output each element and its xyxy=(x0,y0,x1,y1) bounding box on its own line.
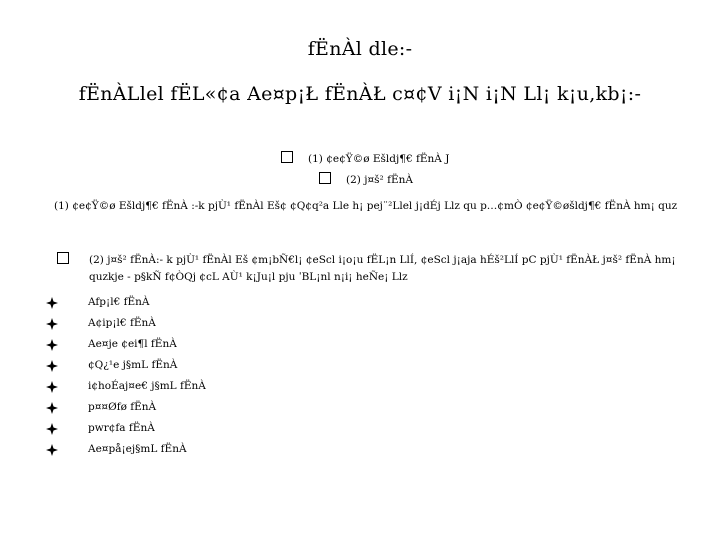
heading-line-1: fËnÀl dle:- xyxy=(307,38,413,60)
list-item xyxy=(46,355,206,376)
list-item-label: Ae¤på¡ej§mL fËnÀ xyxy=(88,443,187,455)
outline-box-1 xyxy=(281,151,293,163)
list-item-label: i¢hoÉaj¤e€ j§mL fËnÀ xyxy=(88,380,206,392)
list-item-label: ¢Q¿¹e j§mL fËnÀ xyxy=(88,359,178,371)
list-item xyxy=(46,313,206,334)
diamond-bullet-icon xyxy=(46,297,58,309)
diamond-bullet-icon xyxy=(46,444,58,456)
diamond-bullet-icon xyxy=(46,339,58,351)
list-item-label: p¤¤Øfø fËnÀ xyxy=(88,401,157,413)
list-item xyxy=(46,439,206,460)
diamond-bullet-icon xyxy=(46,318,58,330)
list-item xyxy=(46,292,206,313)
list-item xyxy=(46,334,206,355)
outline-item-1: (1) ¢e¢Ÿ©ø Ešldj¶€ fËnÀ J xyxy=(308,153,450,165)
list-item xyxy=(46,397,206,418)
definition-paragraph-1: (1) ¢e¢Ÿ©ø Ešldj¶€ fËnÀ :-k pjÙ¹ fËnÀl Eš¢ ¢Q¢q²a Lle h¡ pej¨²Llel j¡dÉj Llz qu p…¢mÒ ¢e¢Ÿ©øšldj¶€ fËnÀ hm¡ quz xyxy=(54,200,678,212)
list-item-label: A¢ip¡l€ fËnÀ xyxy=(88,317,156,329)
definition-paragraph-2: (2) j¤š² fËnÀ:- k pjÙ¹ fËnÀl Eš ¢m¡bÑ€l¡ ¢eScl i¡o¡u fËL¡n LlÍ, ¢eScl j¡aja hÉš²LlÍ pC pjÙ¹ fËnÀŁ j¤š² fËnÀ hm¡ quzkje - p§kÑ f¢ÒQj ¢cL AÙ¹ k¡Ju¡l pju ˈBL¡nl n¡i¡ heÑe¡ Llz xyxy=(89,254,676,283)
outline-box-2 xyxy=(319,172,331,184)
heading-line-2: fËnÀLlel fËL«¢a Ae¤p¡Ł fËnÀŁ c¤¢V i¡N i¡N Ll¡ k¡u,kb¡:- xyxy=(78,83,642,105)
question-type-list xyxy=(46,292,206,460)
list-item-label: Ae¤je ¢ei¶l fËnÀ xyxy=(88,338,177,350)
list-item-label: Afp¡l€ fËnÀ xyxy=(88,296,150,308)
definition-box-2 xyxy=(57,252,69,264)
diamond-bullet-icon xyxy=(46,381,58,393)
list-item xyxy=(46,376,206,397)
list-item-label: pwr¢fa fËnÀ xyxy=(88,422,155,434)
diamond-bullet-icon xyxy=(46,360,58,372)
diamond-bullet-icon xyxy=(46,402,58,414)
diamond-bullet-icon xyxy=(46,423,58,435)
list-item xyxy=(46,418,206,439)
outline-item-2: (2) j¤š² fËnÀ xyxy=(346,174,413,186)
